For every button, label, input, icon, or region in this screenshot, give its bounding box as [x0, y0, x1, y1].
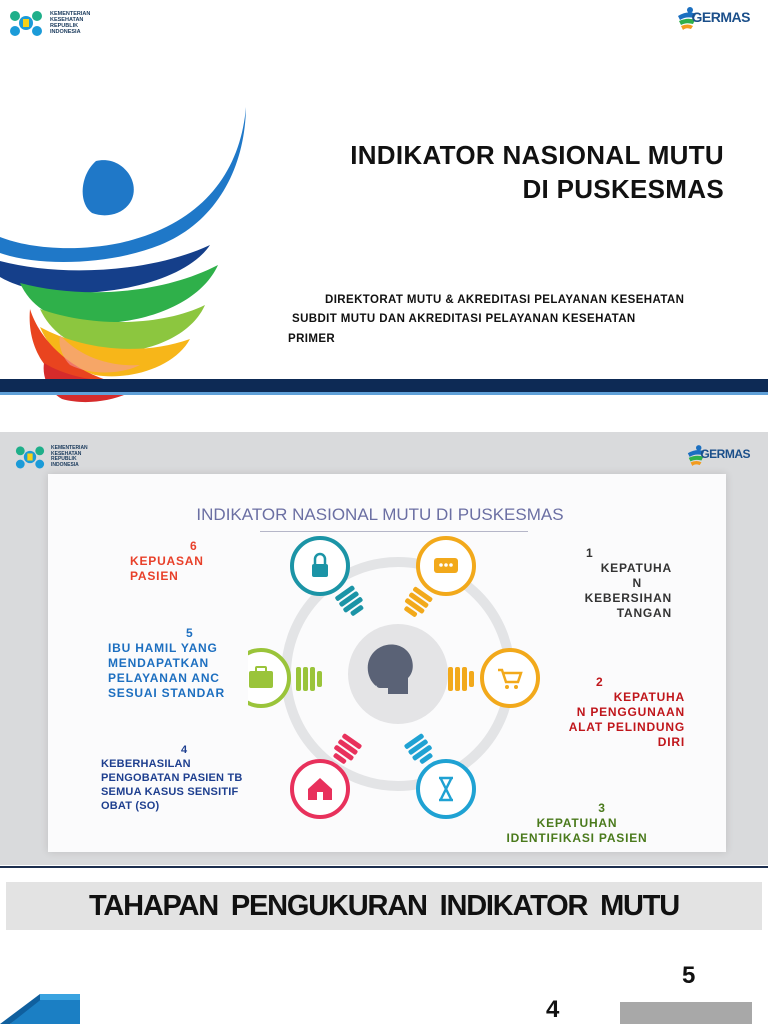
indicator-3-label: 3 KEPATUHAN IDENTIFIKASI PASIEN — [506, 801, 648, 845]
footer-bar-dark — [0, 379, 768, 392]
bulb-hourglass — [404, 733, 474, 817]
step-5-number: 5 — [682, 962, 696, 989]
kemenkes-emblem-icon — [6, 6, 46, 40]
indicator-6-label: 6 KEPUASAN PASIEN — [130, 539, 204, 583]
kemenkes-swoosh-graphic — [0, 95, 260, 407]
slide-1 — [0, 0, 768, 425]
indicator-2-label: 2 KEPATUHA N PENGGUNAAN ALAT PELINDUNG DIRI — [568, 675, 685, 749]
germas-logo-small — [686, 444, 750, 468]
footer-bar-light — [0, 392, 768, 395]
slide-2-title: INDIKATOR NASIONAL MUTU DI PUSKESMAS — [196, 505, 564, 524]
step-5-block — [620, 1002, 752, 1024]
bulb-chat — [400, 538, 474, 620]
subtitle-directorate: DIREKTORAT MUTU & AKREDITASI PELAYANAN KESEHATAN — [325, 294, 685, 306]
title-underline — [260, 531, 528, 532]
slide-3 — [0, 866, 768, 1024]
germas-text: GERMAS — [700, 447, 750, 461]
subtitle-subdit: SUBDIT MUTU DAN AKREDITASI PELAYANAN KESEHATAN — [292, 313, 636, 325]
step-4-number: 4 — [546, 996, 560, 1023]
slide-3-title: TAHAPAN PENGUKURAN INDIKATOR MUTU — [88, 890, 680, 922]
indicator-wheel — [248, 536, 548, 826]
indicator-5-label: 5 IBU HAMIL YANG MENDAPATKAN PELAYANAN ANC SESUAI STANDAR — [108, 626, 225, 700]
kemenkes-logo-text: KEMENTERIAN KESEHATAN REPUBLIK INDONESIA — [51, 445, 88, 468]
bulb-cart — [448, 650, 538, 706]
step-cube-graphic — [0, 992, 90, 1024]
slide-3-top-border — [0, 866, 768, 868]
indicator-4-label: 4 KEBERHASILAN PENGOBATAN PASIEN TB SEMUA KASUS SENSITIF OBAT (SO) — [101, 744, 243, 812]
kemenkes-logo-small — [12, 442, 101, 472]
germas-logo — [676, 6, 750, 32]
germas-text: GERMAS — [691, 9, 750, 25]
kemenkes-logo — [6, 6, 100, 40]
slide-1-title: INDIKATOR NASIONAL MUTU DI PUSKESMAS — [350, 140, 724, 204]
subtitle-primer: PRIMER — [288, 333, 336, 345]
kemenkes-logo-text: KEMENTERIAN KESEHATAN REPUBLIK INDONESIA — [50, 11, 91, 35]
slide-2 — [0, 432, 768, 865]
kemenkes-emblem-icon — [12, 442, 48, 472]
indicator-1-label: 1 KEPATUHA N KEBERSIHAN TANGAN — [584, 546, 672, 620]
